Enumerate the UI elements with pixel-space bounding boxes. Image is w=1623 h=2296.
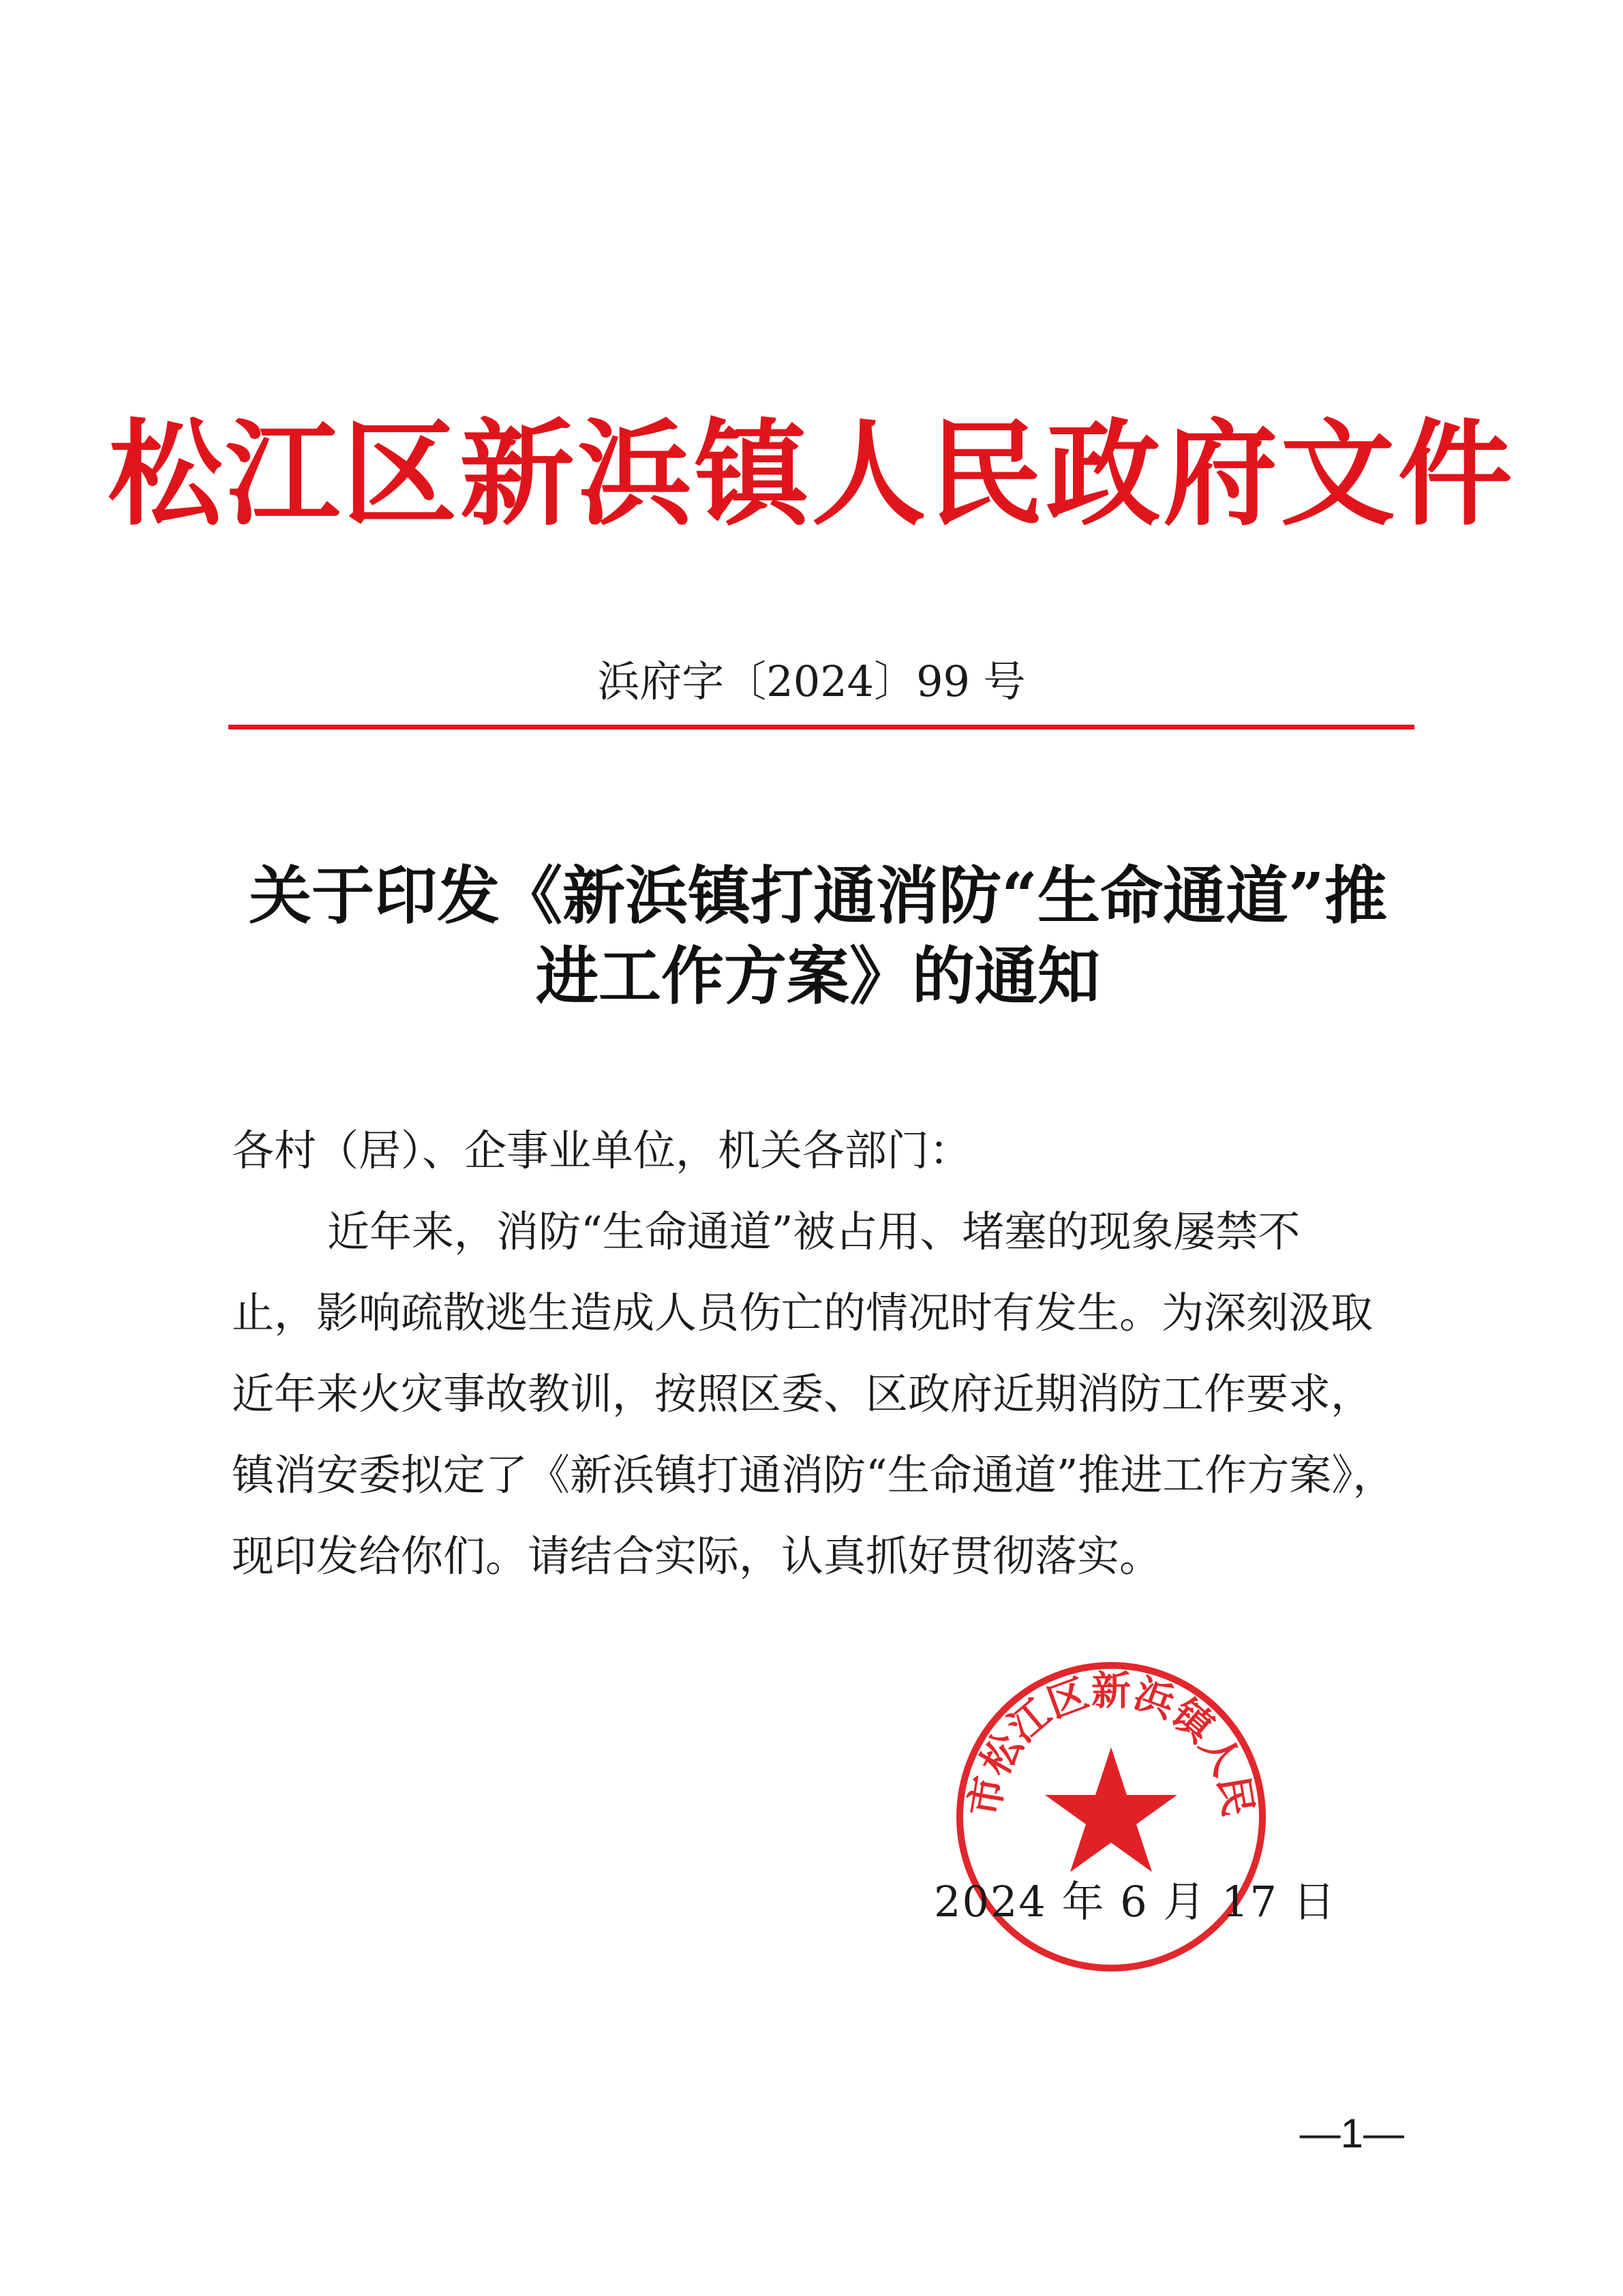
notice-title-line: 进工作方案》的通知 <box>535 939 1100 1013</box>
document-number: 浜府字〔2024〕99 号 <box>597 656 1026 706</box>
notice-title-line: 关于印发《新浜镇打通消防“生命通道”推 <box>249 859 1387 933</box>
body-text <box>232 1110 1404 1597</box>
paragraph-line: 近年来火灾事故教训，按照区委、区政府近期消防工作要求， <box>232 1369 1374 1419</box>
paragraph-line: 镇消安委拟定了《新浜镇打通消防“生命通道”推进工作方案》， <box>232 1450 1395 1500</box>
signature-date: 2024 年 6 月 17 日 <box>934 1877 1337 1927</box>
red-divider-line <box>228 725 1414 729</box>
paragraph-line: 止，影响疏散逃生造成人员伤亡的情况时有发生。为深刻汲取 <box>232 1288 1374 1338</box>
seal-text: 市松江区新浜镇人民 <box>960 1667 1262 1819</box>
paragraph-line: 近年来，消防“生命通道”被占用、堵塞的现象屡禁不 <box>327 1207 1301 1256</box>
star-icon <box>1045 1747 1177 1872</box>
notice-title <box>232 856 1404 1016</box>
paragraph-line: 现印发给你们。请结合实际，认真抓好贯彻落实。 <box>232 1531 1162 1581</box>
salutation: 各村（居）、企事业单位，机关各部门： <box>232 1126 972 1175</box>
document-header-title: 松江区新浜镇人民政府文件 <box>108 406 1515 541</box>
page-number: —1— <box>1299 2111 1404 2156</box>
